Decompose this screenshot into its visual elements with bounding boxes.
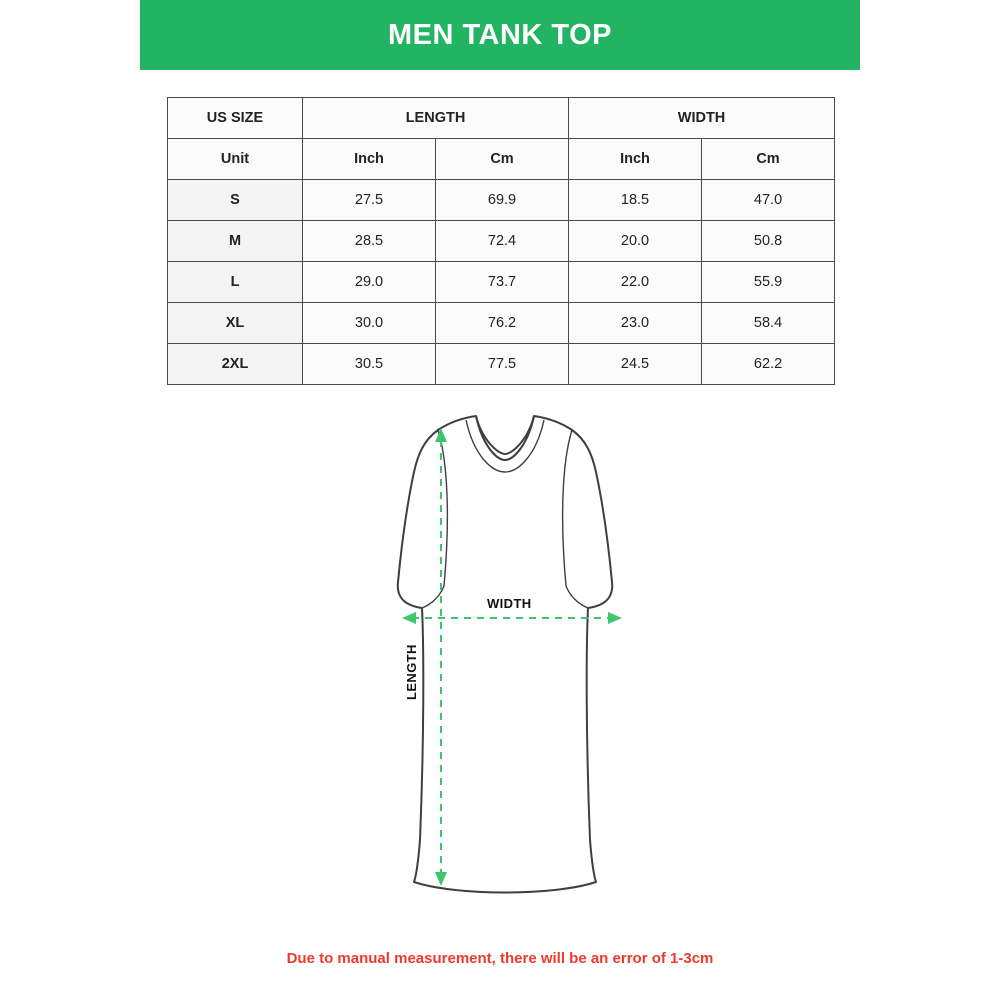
unit-length-cm: Cm [436, 139, 569, 180]
unit-label: Unit [168, 139, 303, 180]
width-arrow-right [608, 612, 622, 624]
unit-width-inch: Inch [569, 139, 702, 180]
row-size-label: M [168, 221, 303, 262]
cell-width-inch: 20.0 [569, 221, 702, 262]
row-size-label: L [168, 262, 303, 303]
length-label: LENGTH [404, 644, 419, 700]
table-group-header-row [168, 98, 835, 139]
header-width: WIDTH [569, 98, 835, 139]
cell-length-cm: 77.5 [436, 344, 569, 385]
cell-width-cm: 62.2 [702, 344, 835, 385]
width-arrow-left [402, 612, 416, 624]
cell-width-inch: 23.0 [569, 303, 702, 344]
unit-length-inch: Inch [303, 139, 436, 180]
header-band [140, 0, 860, 70]
table-row [168, 262, 835, 303]
row-size-label: S [168, 180, 303, 221]
cell-length-inch: 27.5 [303, 180, 436, 221]
width-label: WIDTH [487, 596, 532, 611]
cell-length-cm: 73.7 [436, 262, 569, 303]
table-row [168, 180, 835, 221]
cell-width-cm: 58.4 [702, 303, 835, 344]
cell-width-cm: 50.8 [702, 221, 835, 262]
table-row [168, 303, 835, 344]
cell-width-cm: 55.9 [702, 262, 835, 303]
unit-width-cm: Cm [702, 139, 835, 180]
header-us-size: US SIZE [168, 98, 303, 139]
table-row [168, 344, 835, 385]
cell-length-cm: 69.9 [436, 180, 569, 221]
cell-length-inch: 28.5 [303, 221, 436, 262]
size-chart-table [167, 97, 835, 385]
row-size-label: 2XL [168, 344, 303, 385]
cell-width-inch: 18.5 [569, 180, 702, 221]
tank-top-illustration [340, 410, 670, 910]
table-row [168, 221, 835, 262]
cell-width-inch: 22.0 [569, 262, 702, 303]
measurement-disclaimer: Due to manual measurement, there will be an error of 1-3cm [286, 950, 714, 967]
table-unit-row [168, 139, 835, 180]
cell-length-cm: 76.2 [436, 303, 569, 344]
row-size-label: XL [168, 303, 303, 344]
cell-length-inch: 30.5 [303, 344, 436, 385]
cell-length-inch: 29.0 [303, 262, 436, 303]
garment-diagram [340, 410, 670, 910]
cell-length-cm: 72.4 [436, 221, 569, 262]
cell-width-cm: 47.0 [702, 180, 835, 221]
header-length: LENGTH [303, 98, 569, 139]
cell-length-inch: 30.0 [303, 303, 436, 344]
cell-width-inch: 24.5 [569, 344, 702, 385]
page-title: MEN TANK TOP [387, 18, 613, 51]
